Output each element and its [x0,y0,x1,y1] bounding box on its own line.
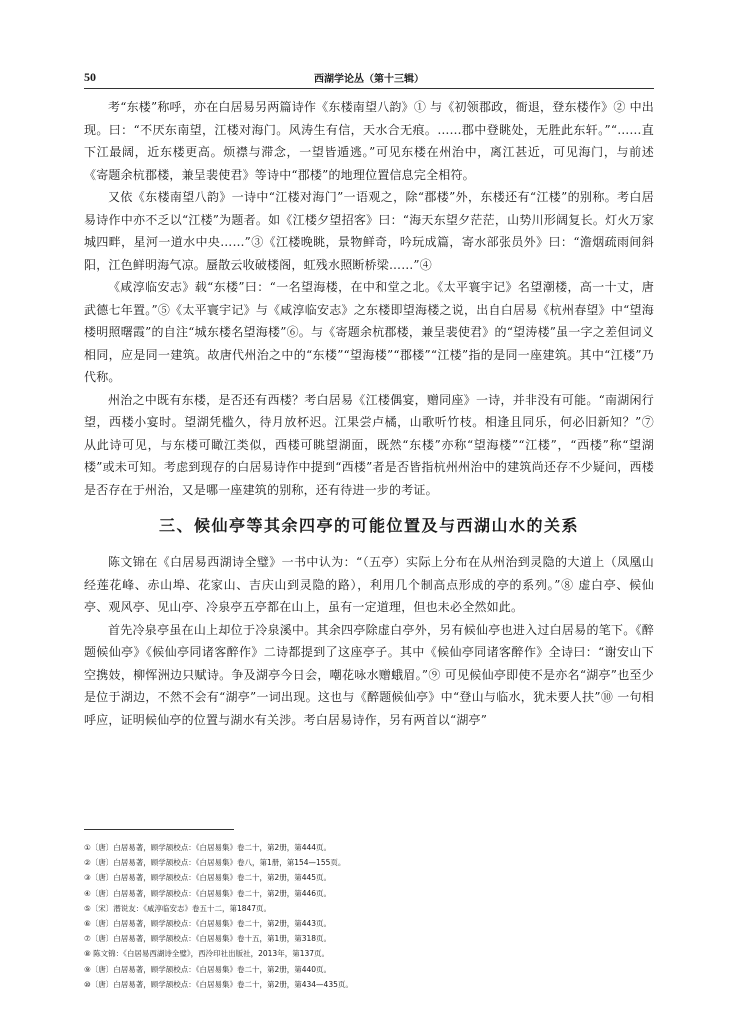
footnote-rule [84,829,234,830]
section-heading: 三、候仙亭等其余四亭的可能位置及与西湖山水的关系 [158,516,579,535]
footnote: ⑤〔宋〕潜说友：《咸淳临安志》卷五十二，第1847页。 [84,903,272,913]
header-rule [84,88,654,89]
footnote: ④〔唐〕白居易著，顾学颉校点：《白居易集》卷二十，第2册，第446页。 [84,888,332,898]
footnote: ⑧ 陈文锦：《白居易西湖诗全璧》，西泠印社出版社，2013年，第137页。 [84,949,330,959]
paragraph: 首先冷泉亭虽在山上却位于冷泉溪中。其余四亭除虚白亭外，另有候仙亭也进入过白居易的笔下。《醉题候仙亭》《候仙亭同诸客醉作》二诗都提到了这座亭子。其中《候仙亭同诸客醉作》全诗曰：“谢安山下空携妓，柳恽洲边只赋诗。争及湖亭今日会，嘲花咏水赠蛾眉。”⑨ 可见候仙亭即使不是亦名“湖亭”也至少是位于湖边，不然不会有“湖亭”一词出现。这也与《醉题候仙亭》中“登山与临水，犹未要人扶”⑩ 一句相呼应，证明候仙亭的位置与湖水有关涉。考白居易诗作，另有两首以“湖亭” [84,622,654,727]
paragraph: 陈文锦在《白居易西湖诗全璧》一书中认为：“（五亭）实际上分布在从州治到灵隐的大道上（凤凰山经莲花峰、赤山埠、花家山、吉庆山到灵隐的路），利用几个制高点形成的亭的系列。”⑧ 虚白亭、候仙亭、观风亭、见山亭、冷泉亭五亭都在山上，虽有一定道理，但也未必全然如此。 [84,555,654,614]
paragraph: 考“东楼”称呼，亦在白居易另两篇诗作《东楼南望八韵》① 与《初领郡政，衙退，登东楼作》② 中出现。曰：“不厌东南望，江楼对海门。风涛生有信，天水合无痕。……郡中登眺处，无胜此东轩。”“……直下江最阔，近东楼更高。烦襟与滞念，一望皆遁逃。”可见东楼在州治中，离江甚近，可见海门，与前述《寄题余杭郡楼，兼呈裴使君》等诗中“郡楼”的地理位置信息完全相符。 [84,100,654,182]
footnotes [84,840,654,992]
page-header [84,70,654,90]
footnote: ⑥〔唐〕白居易著，顾学颉校点：《白居易集》卷二十，第2册，第443页。 [84,919,332,929]
footnote: ⑦〔唐〕白居易著，顾学颉校点：《白居易集》卷十五，第1册，第318页。 [84,934,332,944]
footnote: ⑨〔唐〕白居易著，顾学颉校点：《白居易集》卷二十，第2册，第440页。 [84,964,332,974]
paragraph: 州治之中既有东楼，是否还有西楼？考白居易《江楼偶宴，赠同座》一诗，并非没有可能。“南湖闲行望，西楼小宴时。望湖凭槛久，待月放杯迟。江果尝卢橘，山歌听竹枝。相逢且同乐，何必旧新知？”⑦ 从此诗可见，与东楼可瞰江类似，西楼可眺望湖面，既然“东楼”亦称“望海楼”“江楼”，“西楼”称“望湖楼”或未可知。考虑到现存的白居易诗作中提到“西楼”者是否皆指杭州州治中的建筑尚还存不少疑问，西楼是否存在于州治，又是哪一座建筑的别称，还有待进一步的考证。 [84,392,654,497]
paragraph: 又依《东楼南望八韵》一诗中“江楼对海门”一语观之，除“郡楼”外，东楼还有“江楼”的别称。考白居易诗作中亦不乏以“江楼”为题者。如《江楼夕望招客》曰：“海天东望夕茫茫，山势川形阔复长。灯火万家城四畔，星河一道水中央……”③《江楼晚眺，景物鲜奇，吟玩成篇，寄水部张员外》曰：“澹烟疏雨间斜阳，江色鲜明海气凉。蜃散云收破楼阁，虹残水照断桥梁……”④ [84,190,654,272]
footnote: ①〔唐〕白居易著，顾学颉校点：《白居易集》卷二十，第2册，第444页。 [84,843,332,852]
footnote: ⑩〔唐〕白居易著，顾学颉校点：《白居易集》卷二十，第2册，第434—435页。 [84,979,353,989]
footnote: ②〔唐〕白居易著，顾学颉校点：《白居易集》卷八，第1册，第154—155页。 [84,858,346,868]
paragraph: 《咸淳临安志》载“东楼”曰：“一名望海楼，在中和堂之北。《太平寰宇记》名望潮楼，高一十丈，唐武德七年置。”⑤《太平寰宇记》与《咸淳临安志》之东楼即望海楼之说，出自白居易《杭州春望》中“望海楼明照曙霞”的自注“城东楼名望海楼”⑥。与《寄题余杭郡楼，兼呈裴使君》的“望涛楼”虽一字之差但词义相同，应是同一建筑。故唐代州治之中的“东楼”“望海楼”“郡楼”“江楼”指的是同一座建筑。其中“江楼”乃代称。 [84,280,654,384]
main-body [84,96,654,731]
footnote: ③〔唐〕白居易著，顾学颉校点：《白居易集》卷二十，第2册，第445页。 [84,873,332,883]
page-number: 50 [84,70,96,84]
running-head: 西湖学论丛（第十三辑） [314,74,424,85]
